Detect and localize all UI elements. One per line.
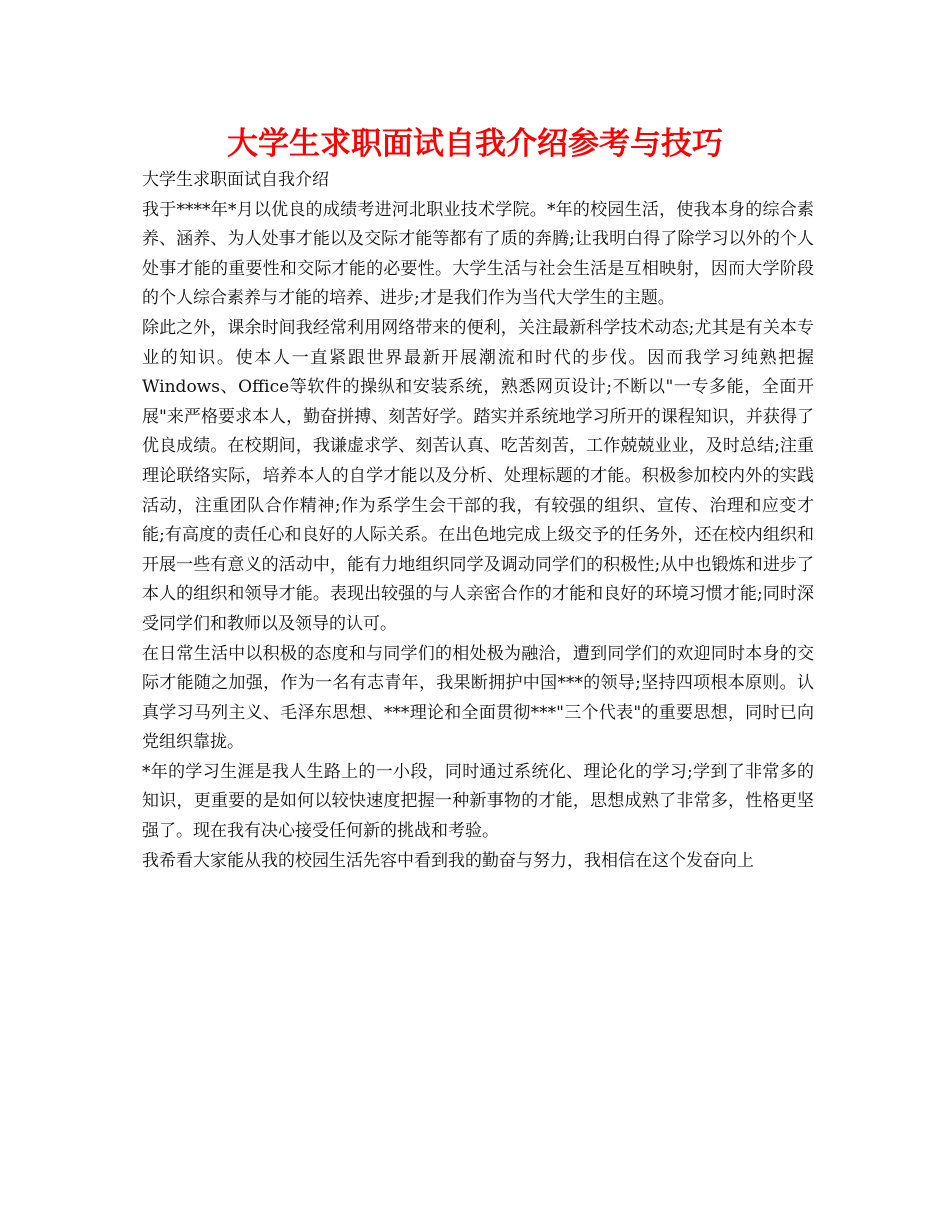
paragraph-4: *年的学习生涯是我人生路上的一小段，同时通过系统化、理论化的学习;学到了非常多的知识，更重要的是如何以较快速度把握一种新事物的才能，思想成熟了非常多，性格更坚强了。现在我有决心接受任何新的挑战和考验。: [142, 761, 814, 842]
document-body: [142, 166, 814, 876]
paragraph-2: 除此之外，课余时间我经常利用网络带来的便利，关注最新科学技术动态;尤其是有关本专业的知识。使本人一直紧跟世界最新开展潮流和时代的步伐。因而我学习纯熟把握Windows、Office等软件的操纵和安装系统，熟悉网页设计;不断以"一专多能，全面开展"来严格要求本人，勤奋拼搏、刻苦好学。踏实并系统地学习所开的课程知识，并获得了优良成绩。在校期间，我谦虚求学、刻苦认真、吃苦刻苦，工作兢兢业业，及时总结;注重理论联络实际，培养本人的自学才能以及分析、处理标题的才能。积极参加校内外的实践活动，注重团队合作精神;作为系学生会干部的我，有较强的组织、宣传、治理和应变才能;有高度的责任心和良好的人际关系。在出色地完成上级交予的任务外，还在校内组织和开展一些有意义的活动中，能有力地组织同学及调动同学们的积极性;从中也锻炼和进步了本人的组织和领导才能。表现出较强的与人亲密合作的才能和良好的环境习惯才能;同时深受同学们和教师以及领导的认可。: [142, 317, 814, 634]
page-title: 大学生求职面试自我介绍参考与技巧: [227, 126, 723, 162]
paragraph-5: 我希看大家能从我的校园生活先容中看到我的勤奋与努力，我相信在这个发奋向上: [142, 850, 754, 871]
paragraph-1: 我于****年*月以优良的成绩考进河北职业技术学院。*年的校园生活，使我本身的综合素养、涵养、为人处事才能以及交际才能等都有了质的奔腾;让我明白得了除学习以外的个人处事才能的重要性和交际才能的必要性。大学生活与社会生活是互相映射，因而大学阶段的个人综合素养与才能的培养、进步;才是我们作为当代大学生的主题。: [142, 199, 814, 309]
paragraph-3: 在日常生活中以积极的态度和与同学们的相处极为融洽，遭到同学们的欢迎同时本身的交际才能随之加强，作为一名有志青年，我果断拥护中国***的领导;坚持四项根本原则。认真学习马列主义、毛泽东思想、***理论和全面贯彻***"三个代表"的重要思想，同时已向党组织靠拢。: [142, 643, 814, 753]
section-heading: 大学生求职面试自我介绍: [142, 170, 329, 190]
